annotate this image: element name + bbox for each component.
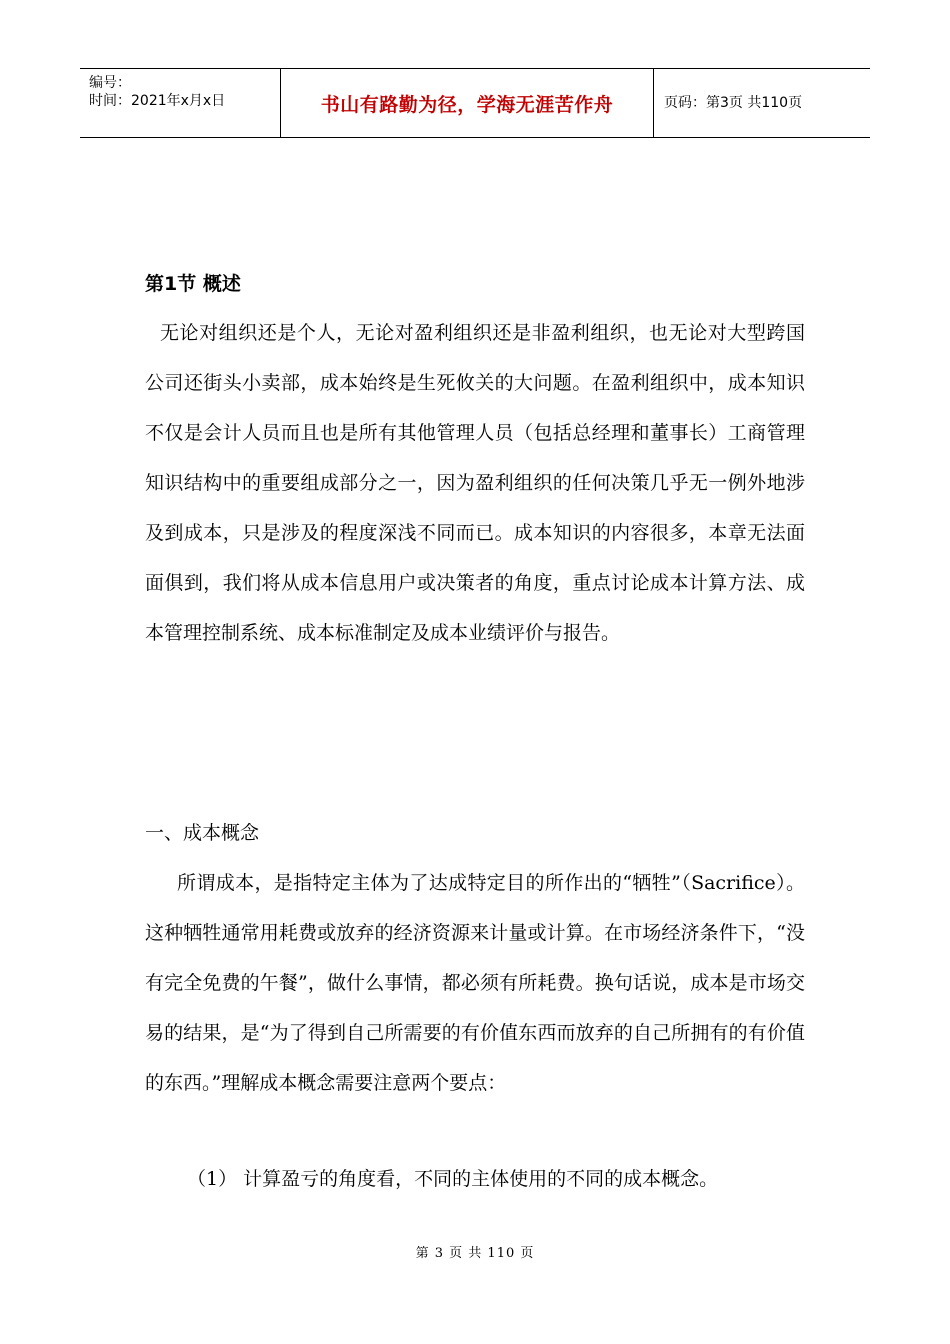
header-motto: 书山有路勤为径，学海无涯苦作舟 xyxy=(320,94,614,116)
document-time-label: 时间：2021年x月x日 xyxy=(89,93,226,109)
header-page-info: 页码：第3页 共110页 xyxy=(664,95,803,111)
section-heading: 第1节 概述 xyxy=(145,273,241,295)
document-number-label: 编号： xyxy=(89,75,131,91)
page-footer: 第 3 页 共 110 页 xyxy=(415,1246,535,1261)
header-page-cell xyxy=(654,69,870,137)
header-motto-cell xyxy=(281,69,654,137)
intro-paragraph: 无论对组织还是个人，无论对盈利组织还是非盈利组织，也无论对大型跨国公司还街头小卖部，成本始终是生死攸关的大问题。在盈利组织中，成本知识不仅是会计人员而且也是所有其他管理人员（包括总经理和董事长）工商管理知识结构中的重要组成部分之一，因为盈利组织的任何决策几乎无一例外地涉及到成本，只是涉及的程度深浅不同而已。成本知识的内容很多，本章无法面面俱到，我们将从成本信息用户或决策者的角度，重点讨论成本计算方法、成本管理控制系统、成本标准制定及成本业绩评价与报告。 xyxy=(145,322,805,644)
cost-concept-paragraph: 所谓成本，是指特定主体为了达成特定目的所作出的“牺牲”（Sacrifice）。这种牺牲通常用耗费或放弃的经济资源来计量或计算。在市场经济条件下，“没有完全免费的午餐”，做什么事情，都必须有所耗费。换句话说，成本是市场交易的结果，是“为了得到自己所需要的有价值东西而放弃的自己所拥有的有价值的东西。”理解成本概念需要注意两个要点： xyxy=(145,872,805,1094)
list-item: （1） 计算盈亏的角度看，不同的主体使用的不同的成本概念。 xyxy=(187,1168,719,1190)
header-meta-cell xyxy=(80,69,281,137)
document-header xyxy=(80,68,870,138)
subsection-title: 一、成本概念 xyxy=(145,822,260,844)
